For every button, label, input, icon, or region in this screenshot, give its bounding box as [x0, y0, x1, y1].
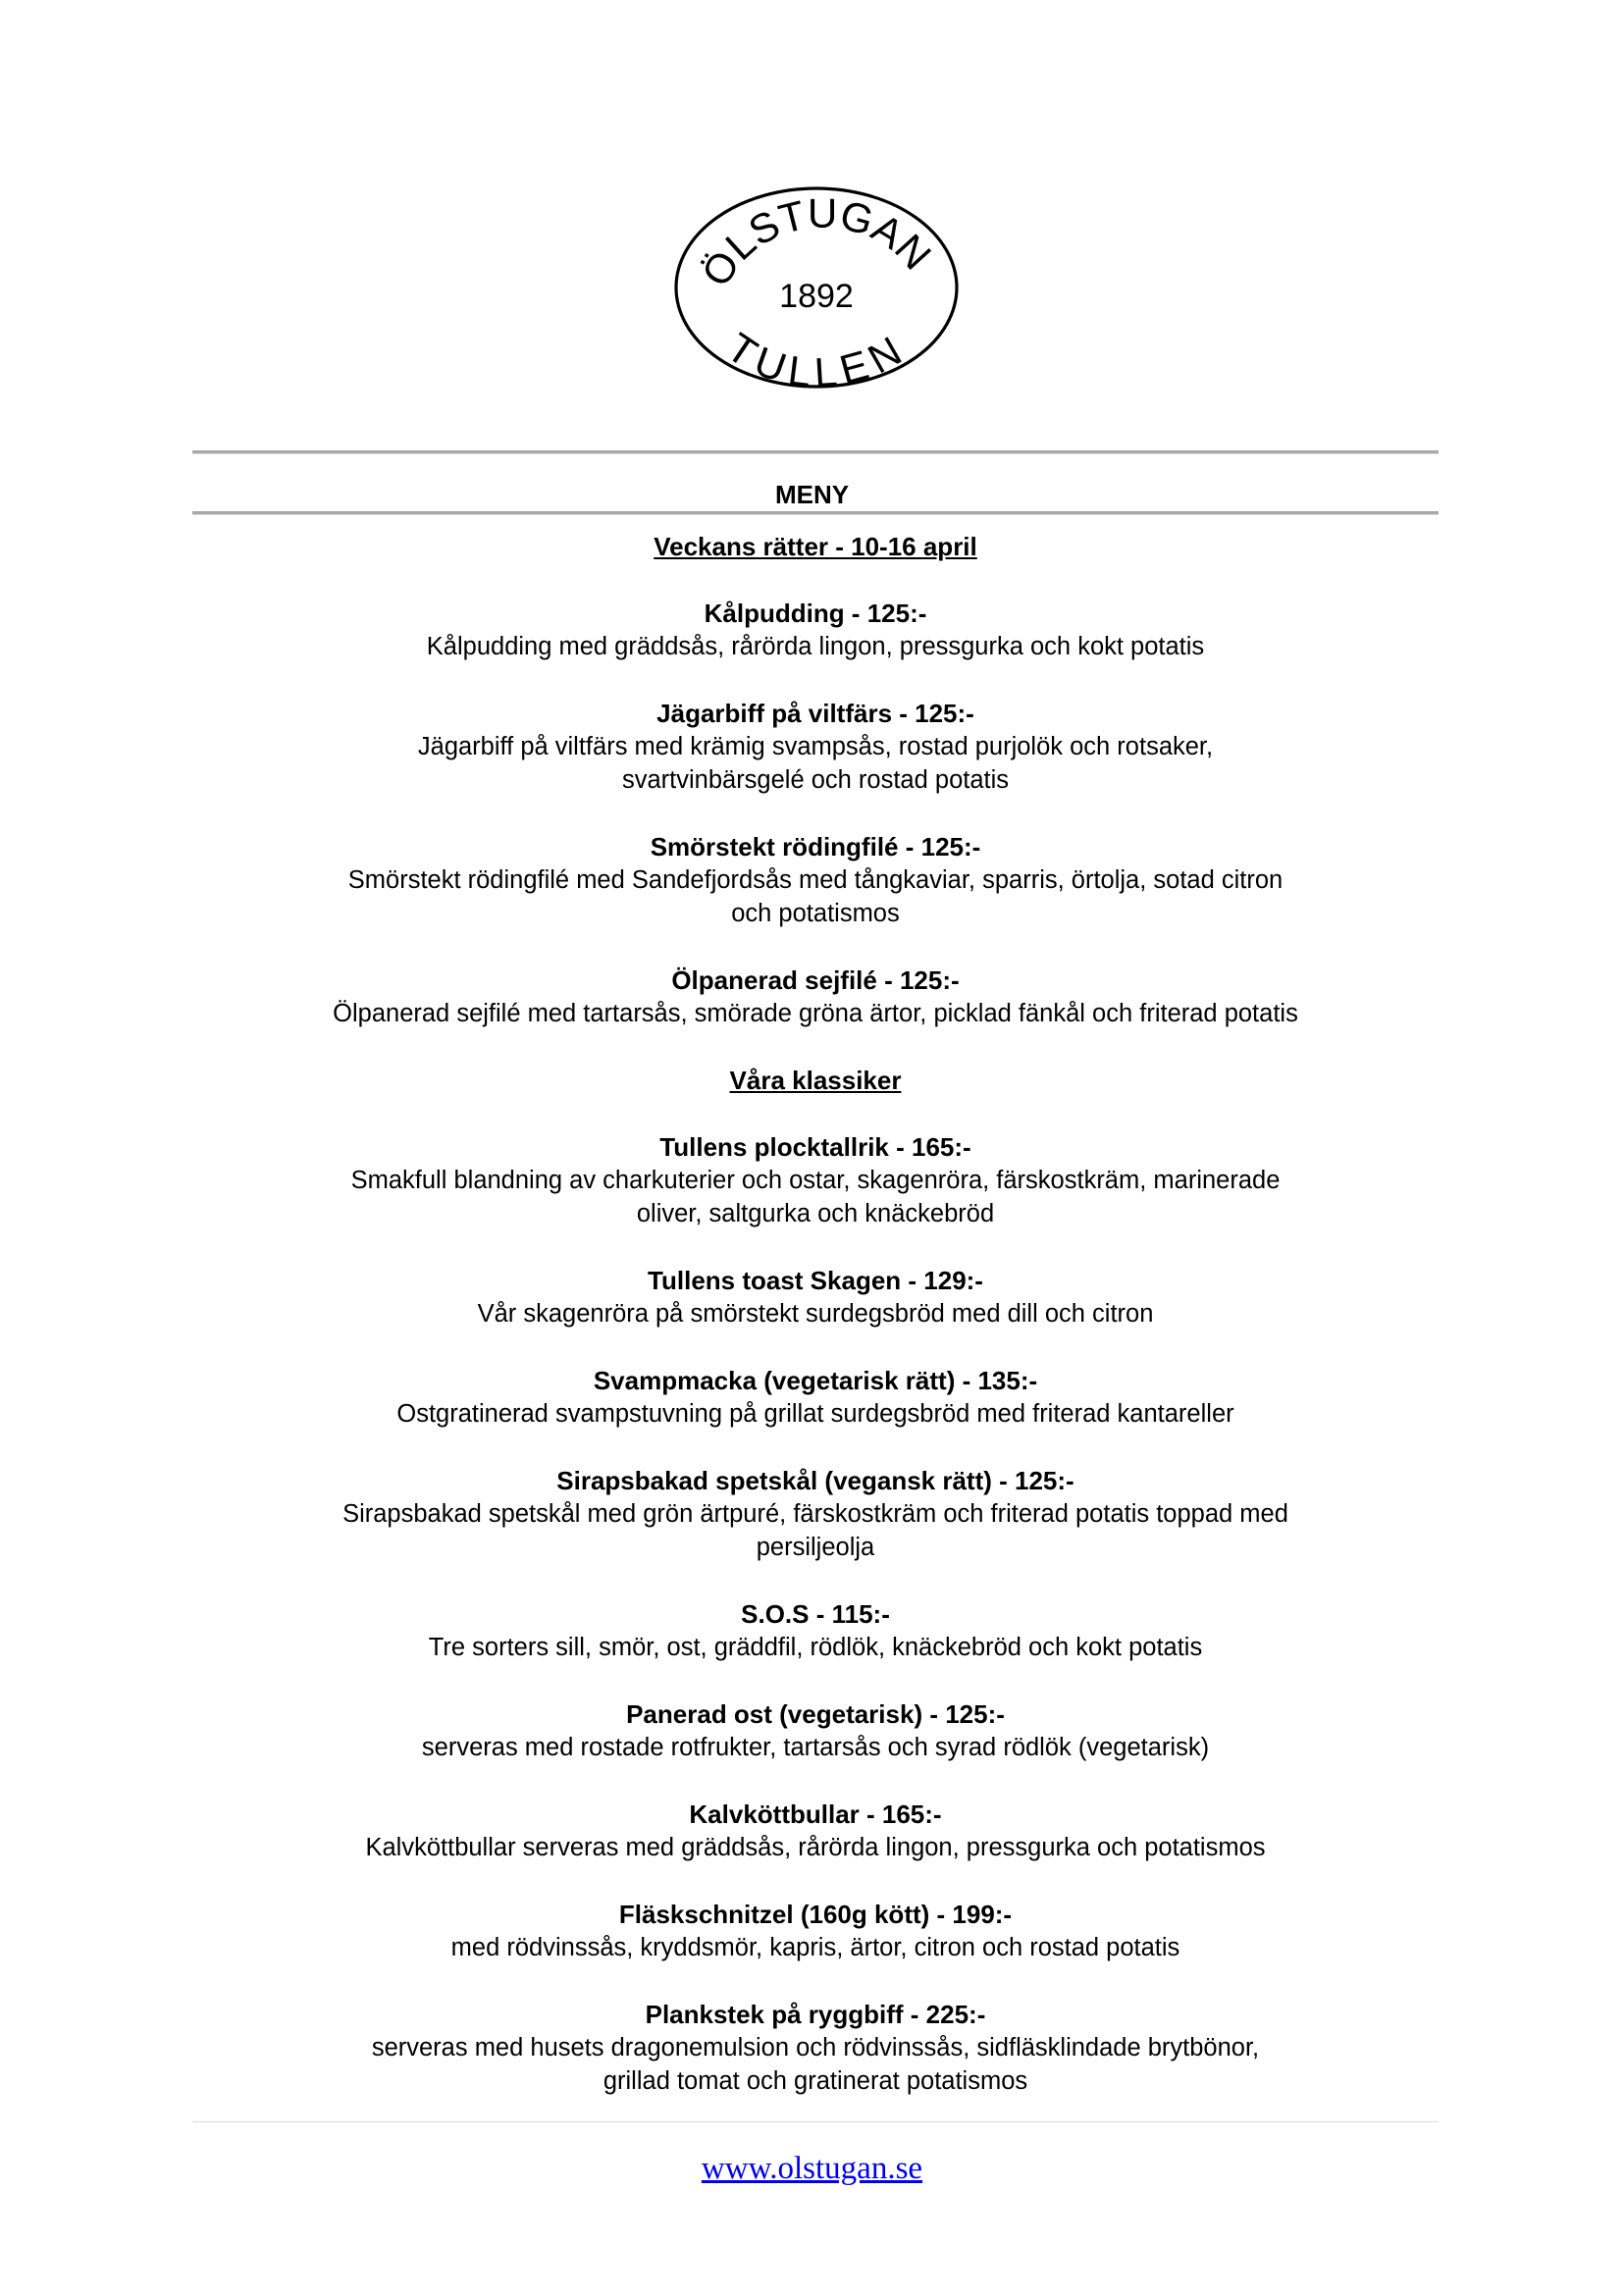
logo-year: 1892 — [779, 278, 854, 315]
menu-item — [192, 1597, 1439, 1664]
menu-item — [192, 597, 1439, 663]
dish-name: Tullens plocktallrik - 165:- — [659, 1132, 971, 1162]
dish-description: Kålpudding med gräddsås, rårörda lingon, pressgurka och kokt potatis — [426, 633, 1205, 660]
page-title: MENY — [774, 480, 850, 509]
website-link[interactable]: www.olstugan.se — [701, 2151, 923, 2186]
olstugan-logo — [672, 182, 962, 392]
dish-description: och potatismos — [731, 900, 900, 927]
dish-name: Fläskschnitzel (160g kött) - 199:- — [618, 1900, 1013, 1929]
dish-name: Panerad ost (vegetarisk) - 125:- — [626, 1699, 1005, 1729]
dish-description: Ostgratinerad svampstuvning på grillat surdegsbröd med friterad kantareller — [396, 1400, 1234, 1428]
menu-item — [192, 1798, 1439, 1864]
menu-item — [192, 697, 1439, 797]
dish-description: persiljeolja — [756, 1534, 875, 1561]
dish-description: Kalvköttbullar serveras med gräddsås, rårörda lingon, pressgurka och potatismos — [365, 1834, 1266, 1861]
dish-name: S.O.S - 115:- — [741, 1599, 890, 1629]
dish-name: Plankstek på ryggbiff - 225:- — [645, 2000, 986, 2029]
dish-description: oliver, saltgurka och knäckebröd — [636, 1200, 995, 1227]
dish-description: Smakfull blandning av charkuterier och ostar, skagenröra, färskostkräm, marinerade — [350, 1167, 1281, 1194]
dish-name: Kålpudding - 125:- — [704, 599, 927, 628]
header-divider-bottom — [192, 511, 1439, 515]
dish-name: Tullens toast Skagen - 129:- — [648, 1266, 983, 1295]
footer — [0, 2151, 1624, 2187]
dish-description: Sirapsbakad spetskål med grön ärtpuré, färskostkräm och friterad potatis toppad med — [342, 1500, 1288, 1528]
section-title: Våra klassiker — [729, 1066, 902, 1095]
menu-item — [192, 1697, 1439, 1764]
dish-name: Sirapsbakad spetskål (vegansk rätt) - 125:- — [556, 1466, 1074, 1495]
menu-item — [192, 964, 1439, 1030]
footer-divider — [192, 2121, 1439, 2122]
dish-description: Vår skagenröra på smörstekt surdegsbröd med dill och citron — [477, 1300, 1154, 1328]
dish-description: serveras med husets dragonemulsion och rödvinssås, sidfläsklindade brytbönor, — [371, 2034, 1260, 2061]
dish-name: Smörstekt rödingfilé - 125:- — [650, 832, 981, 861]
dish-description: Ölpanerad sejfilé med tartarsås, smörade gröna ärtor, picklad fänkål och friterad potatis — [333, 1000, 1298, 1027]
section-title: Veckans rätter - 10-16 april — [654, 532, 977, 561]
dish-name: Svampmacka (vegetarisk rätt) - 135:- — [593, 1366, 1038, 1395]
dish-description: med rödvinssås, kryddsmör, kapris, ärtor, citron och rostad potatis — [450, 1934, 1180, 1961]
logo-top-text: ÖLSTUGAN — [692, 189, 941, 294]
menu-item — [192, 1264, 1439, 1330]
menu-item — [192, 1364, 1439, 1431]
dish-name: Kalvköttbullar - 165:- — [689, 1799, 942, 1829]
menu-content — [192, 530, 1439, 2098]
menu-item — [192, 1130, 1439, 1230]
dish-name: Ölpanerad sejfilé - 125:- — [671, 965, 960, 995]
dish-description: svartvinbärsgelé och rostad potatis — [621, 766, 1010, 794]
dish-name: Jägarbiff på viltfärs - 125:- — [656, 699, 974, 728]
menu-item — [192, 1898, 1439, 1964]
header-divider-top — [192, 450, 1439, 454]
menu-item — [192, 1464, 1439, 1564]
logo-bottom-text: TULLEN — [718, 324, 910, 392]
dish-description: Smörstekt rödingfilé med Sandefjordsås med tångkaviar, sparris, örtolja, sotad citron — [347, 866, 1283, 894]
dish-description: Jägarbiff på viltfärs med krämig svampsås, rostad purjolök och rotsaker, — [417, 733, 1214, 760]
dish-description: serveras med rostade rotfrukter, tartarsås och syrad rödlök (vegetarisk) — [421, 1734, 1210, 1761]
menu-item — [192, 830, 1439, 930]
menu-item — [192, 1998, 1439, 2098]
dish-description: grillad tomat och gratinerat potatismos — [602, 2067, 1028, 2095]
dish-description: Tre sorters sill, smör, ost, gräddfil, rödlök, knäckebröd och kokt potatis — [428, 1634, 1203, 1661]
